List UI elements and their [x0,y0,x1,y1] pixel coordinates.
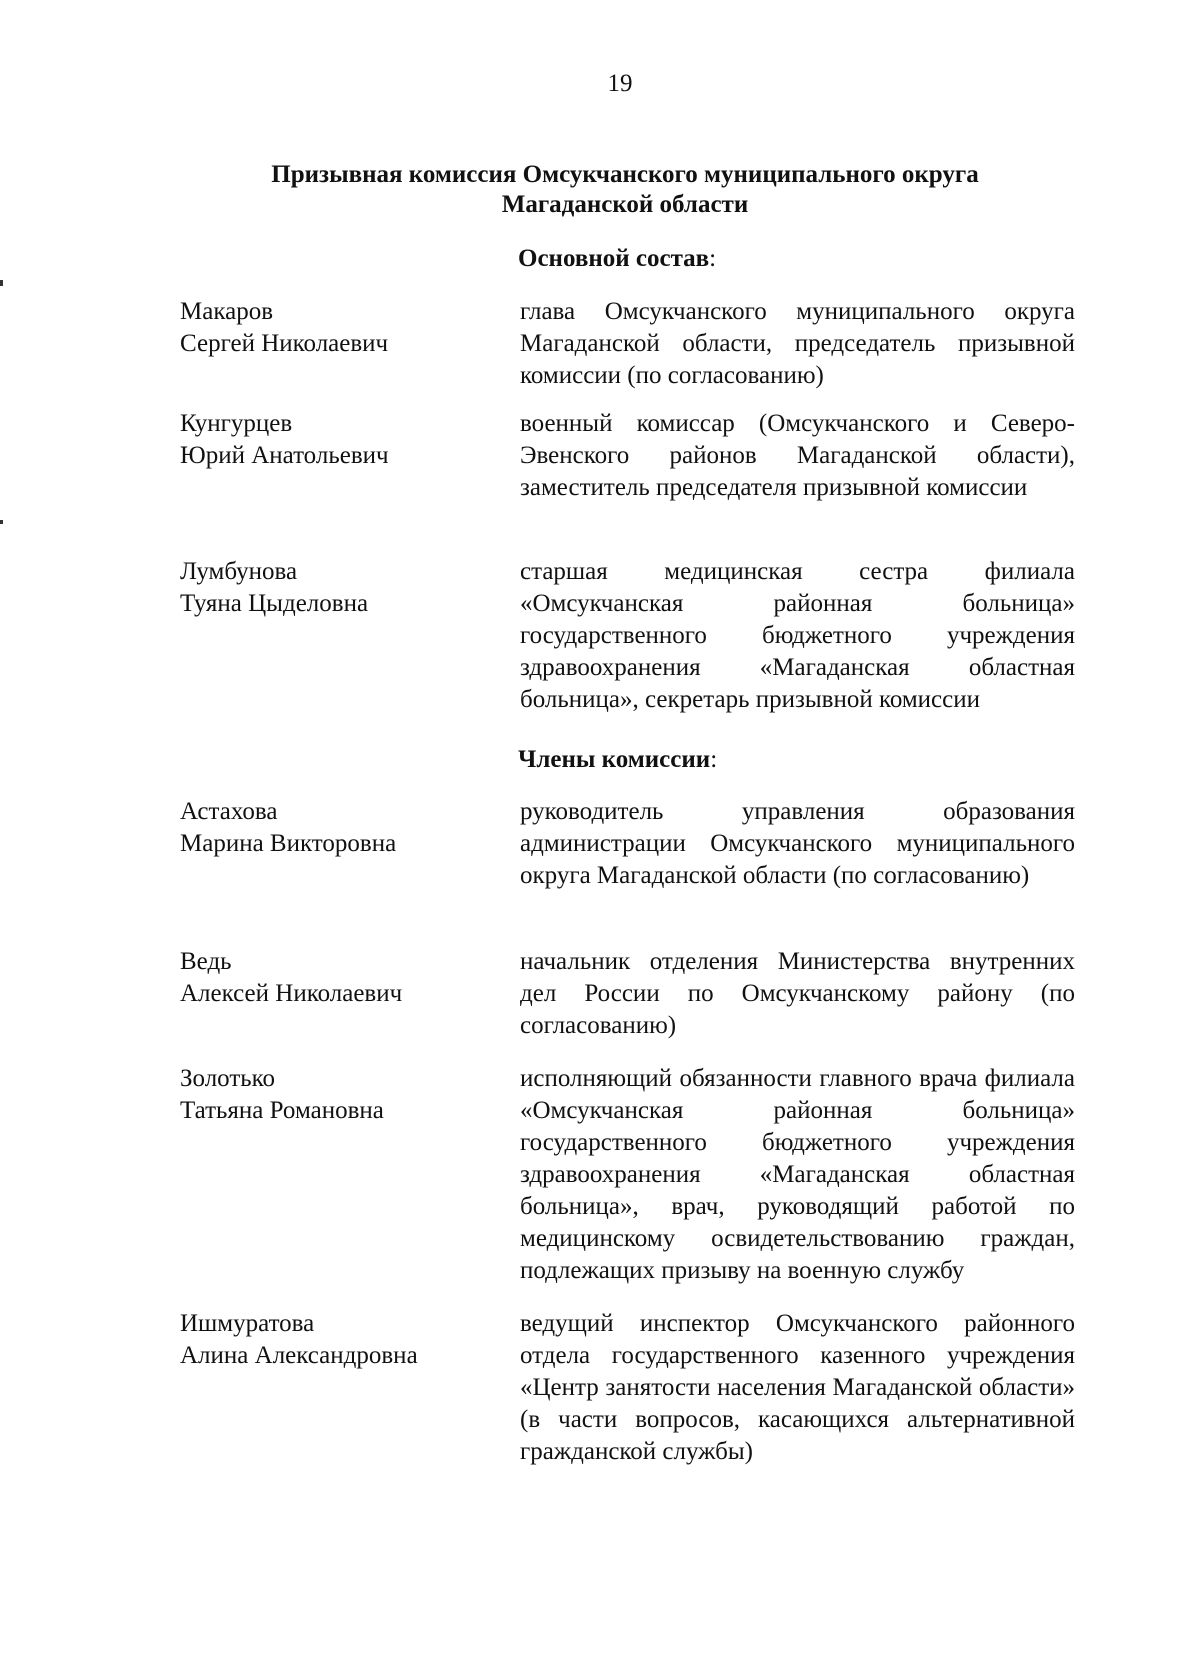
heading-colon: : [710,746,718,773]
member-surname: Кунгурцев [180,410,293,437]
member-role: военный комиссар (Омсукчанского и Северо-Эвенского районов Магаданской области), заместитель председателя призывной комиссии [520,410,1075,501]
page-number: 19 [607,70,633,97]
member-given-name: Сергей Николаевич [180,330,389,357]
heading-colon: : [709,245,717,272]
member-role: ведущий инспектор Омсукчанского районного отдела государственного казенного учреждения «Центр занятости населения Магаданской области» (в части вопросов, касающихся альтернативной гражданской службы) [520,1310,1075,1465]
member-surname: Золотько [180,1065,276,1092]
member-given-name: Алина Александровна [180,1342,418,1369]
member-role: исполняющий обязанности главного врача филиала «Омсукчанская районная больница» государственного бюджетного учреждения здравоохранения «Магаданская областная больница», врач, руководящий работой по медицинскому освидетельствованию граждан, подлежащих призыву на военную службу [520,1065,1075,1284]
member-surname: Ишмуратова [180,1310,315,1337]
member-name [180,556,510,620]
main-heading-text: Основной состав [518,245,710,272]
member-given-name: Алексей Николаевич [180,980,403,1007]
members-heading-text: Члены комиссии [518,746,711,773]
scan-artifact [0,520,3,524]
member-name [180,796,510,860]
member-role: начальник отделения Министерства внутренних дел России по Омсукчанскому району (по согласованию) [520,948,1075,1039]
member-role: старшая медицинская сестра филиала «Омсукчанская районная больница» государственного бюджетного учреждения здравоохранения «Магаданская областная больница», секретарь призывной комиссии [520,558,1075,713]
main-composition-heading [518,244,716,274]
member-role: руководитель управления образования администрации Омсукчанского муниципального округа Магаданской области (по согласованию) [520,798,1075,889]
member-surname: Ведь [180,948,232,975]
scan-artifact [0,280,3,286]
member-name [180,946,510,1010]
member-given-name: Юрий Анатольевич [180,442,389,469]
member-surname: Астахова [180,798,278,825]
title-line-2: Магаданской области [501,191,749,218]
document-title [180,160,1070,220]
member-name [180,1308,510,1372]
member-surname: Макаров [180,298,273,325]
member-role: глава Омсукчанского муниципального округа Магаданской области, председатель призывной комиссии (по согласованию) [520,298,1075,389]
member-name [180,408,510,472]
member-name [180,1063,510,1127]
member-name [180,296,510,360]
member-given-name: Туяна Цыделовна [180,590,369,617]
committee-members-heading [518,745,717,775]
member-given-name: Татьяна Романовна [180,1097,384,1124]
member-surname: Лумбунова [180,558,298,585]
member-given-name: Марина Викторовна [180,830,397,857]
title-line-1: Призывная комиссия Омсукчанского муниципального округа [271,161,979,188]
